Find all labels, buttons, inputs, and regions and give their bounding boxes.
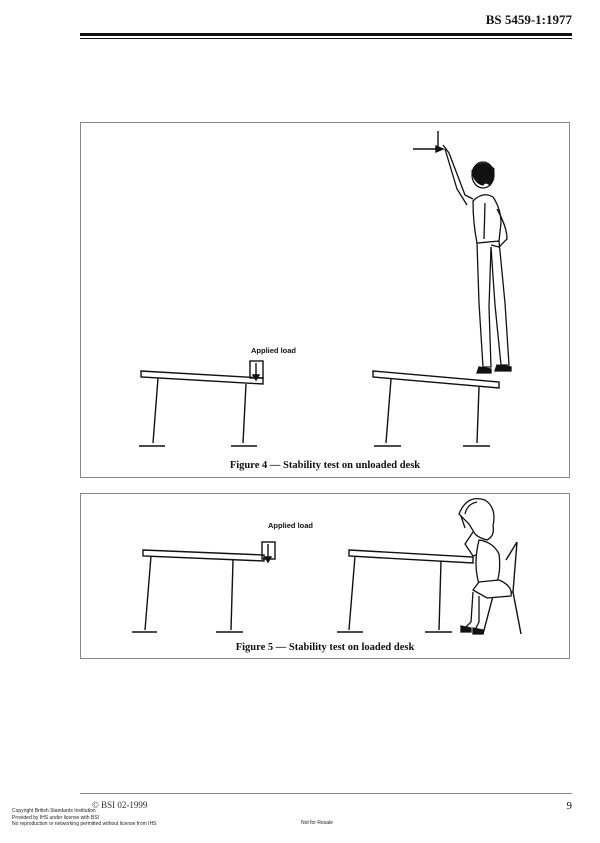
legal-line: Provided by IHS under license with BSI: [12, 814, 99, 821]
figure-5-caption: Figure 5 — Stability test on loaded desk: [235, 642, 415, 653]
unloaded-desk-right: [373, 371, 499, 446]
applied-load-label-fig4: Applied load: [251, 346, 296, 355]
figure-5-box: [80, 493, 570, 659]
footer-rule: [80, 793, 572, 794]
applied-load-label-fig5: Applied load: [268, 521, 313, 530]
figure-4-caption: Figure 4 — Stability test on unloaded desk: [229, 460, 421, 471]
legal-notice: [12, 808, 157, 828]
horizontal-force-arrow: [413, 131, 443, 152]
applied-load-box-fig5: [262, 542, 275, 562]
unloaded-desk-left: [139, 371, 263, 446]
header-rule-thick: [80, 33, 572, 36]
resale-note: Not for Resale: [301, 820, 333, 826]
page-number: 9: [566, 800, 572, 812]
copyright-notice: © BSI 02-1999: [92, 800, 148, 810]
header-rule-thin: [80, 38, 572, 39]
figure-4-illustration: [81, 123, 571, 479]
seated-person-figure: [459, 499, 511, 634]
standard-reference: BS 5459-1:1977: [485, 12, 572, 27]
loaded-desk-right: [337, 550, 473, 632]
standing-person-figure: [443, 145, 511, 373]
figure-5-illustration: [81, 494, 571, 660]
figure-4-box: [80, 122, 570, 478]
legal-line: Copyright British Standards Institution: [12, 808, 96, 814]
loaded-desk-left: [132, 550, 264, 632]
legal-line: No reproduction or networking permitted without license from IHS: [12, 821, 157, 827]
